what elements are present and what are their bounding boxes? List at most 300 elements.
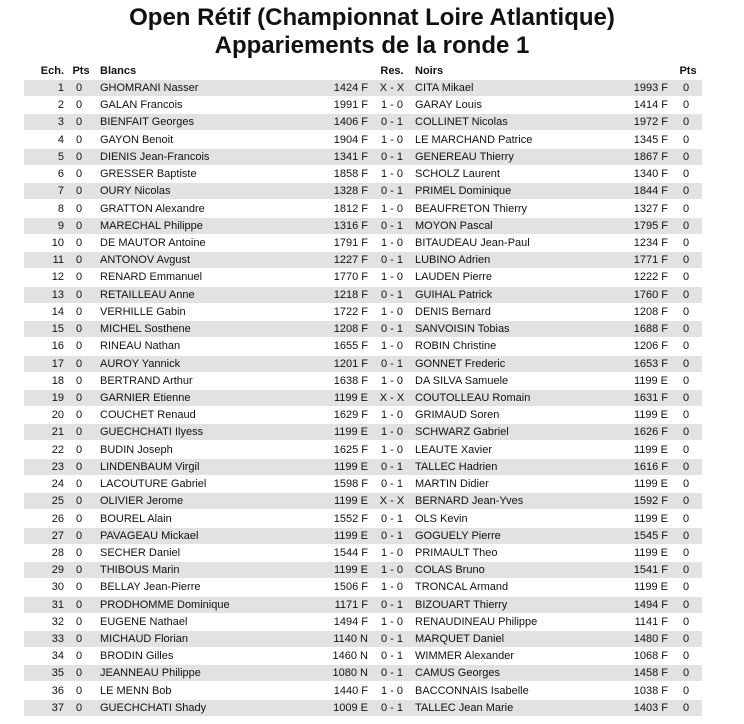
board-number: 31 xyxy=(51,598,64,611)
black-rating: 1199 E xyxy=(633,512,668,525)
white-player: BERTRAND Arthur xyxy=(100,374,193,387)
black-points: 0 xyxy=(682,219,690,232)
black-points: 0 xyxy=(682,254,690,267)
white-points: 0 xyxy=(75,271,83,284)
board-number: 36 xyxy=(51,684,64,697)
black-player: LAUDEN Pierre xyxy=(415,271,493,284)
black-rating: 1199 E xyxy=(633,478,668,491)
black-rating: 1199 E xyxy=(633,374,668,387)
board-number: 22 xyxy=(51,443,64,456)
black-points: 0 xyxy=(682,168,690,181)
table-row xyxy=(24,424,702,440)
white-rating: 1328 F xyxy=(333,185,368,198)
result: 0 - 1 xyxy=(380,185,403,198)
table-row xyxy=(24,321,702,337)
board-number: 29 xyxy=(51,564,64,577)
result: 1 - 0 xyxy=(380,202,403,215)
black-rating: 1199 E xyxy=(633,443,668,456)
table-row xyxy=(24,252,702,268)
result: 0 - 1 xyxy=(380,667,403,680)
white-points: 0 xyxy=(75,478,83,491)
result: 1 - 0 xyxy=(380,409,403,422)
black-rating: 1199 E xyxy=(633,581,668,594)
black-player: MARQUET Daniel xyxy=(415,633,505,646)
black-player: SCHOLZ Laurent xyxy=(415,168,500,181)
black-points: 0 xyxy=(682,460,690,473)
black-rating: 1141 F xyxy=(634,615,668,628)
black-rating: 1038 F xyxy=(633,684,668,697)
white-rating: 1494 F xyxy=(333,615,368,628)
table-row xyxy=(24,511,702,527)
table-row xyxy=(24,338,702,354)
black-points: 0 xyxy=(682,581,690,594)
black-player: DENIS Bernard xyxy=(415,305,491,318)
result: 0 - 1 xyxy=(380,219,403,232)
result: 1 - 0 xyxy=(380,305,403,318)
white-rating: 1199 E xyxy=(333,460,368,473)
black-player: BIZOUART Thierry xyxy=(415,598,508,611)
black-rating: 1844 F xyxy=(633,185,668,198)
header-pts-black: Pts xyxy=(679,65,697,77)
black-points: 0 xyxy=(682,701,690,714)
white-points: 0 xyxy=(75,116,83,129)
white-points: 0 xyxy=(75,409,83,422)
black-points: 0 xyxy=(682,374,690,387)
board-number: 9 xyxy=(57,219,64,232)
board-number: 5 xyxy=(57,150,64,163)
white-rating: 1080 N xyxy=(332,667,368,680)
black-rating: 1199 E xyxy=(633,409,668,422)
result: 0 - 1 xyxy=(380,288,403,301)
white-player: GALAN Francois xyxy=(100,99,183,112)
black-points: 0 xyxy=(682,633,690,646)
board-number: 4 xyxy=(57,133,64,146)
white-rating: 1199 E xyxy=(333,564,368,577)
black-rating: 1592 F xyxy=(633,495,668,508)
white-rating: 1140 N xyxy=(333,633,368,646)
white-player: LACOUTURE Gabriel xyxy=(100,478,207,491)
board-number: 34 xyxy=(51,650,64,663)
board-number: 16 xyxy=(51,340,64,353)
white-points: 0 xyxy=(75,185,83,198)
black-rating: 1068 F xyxy=(633,650,668,663)
white-rating: 1218 F xyxy=(333,288,368,301)
table-row xyxy=(24,528,702,544)
black-rating: 1631 F xyxy=(633,391,668,404)
result: X - X xyxy=(379,495,405,508)
black-points: 0 xyxy=(682,116,690,129)
table-row xyxy=(24,304,702,320)
result: 0 - 1 xyxy=(380,357,403,370)
table-row xyxy=(24,218,702,234)
result: 0 - 1 xyxy=(380,701,403,714)
table-row xyxy=(24,459,702,475)
white-points: 0 xyxy=(75,615,83,628)
white-player: RINEAU Nathan xyxy=(100,340,181,353)
table-row xyxy=(24,442,702,458)
board-number: 19 xyxy=(51,391,64,404)
table-row xyxy=(24,80,702,96)
white-points: 0 xyxy=(75,546,83,559)
white-rating: 1791 F xyxy=(333,236,368,249)
black-rating: 1208 F xyxy=(633,305,668,318)
black-rating: 1234 F xyxy=(633,236,668,249)
white-points: 0 xyxy=(75,150,83,163)
white-rating: 1812 F xyxy=(333,202,368,215)
black-player: PRIMEL Dominique xyxy=(415,185,512,198)
black-player: GOGUELY Pierre xyxy=(415,529,501,542)
result: 0 - 1 xyxy=(380,512,403,525)
table-row xyxy=(24,562,702,578)
result: 0 - 1 xyxy=(380,254,403,267)
table-row xyxy=(24,166,702,182)
white-points: 0 xyxy=(75,564,83,577)
black-player: GARAY Louis xyxy=(415,99,482,112)
black-player: BEAUFRETON Thierry xyxy=(415,202,528,215)
table-header xyxy=(0,63,744,79)
white-player: GRATTON Alexandre xyxy=(100,202,205,215)
black-player: BERNARD Jean-Yves xyxy=(415,495,524,508)
white-player: GUECHCHATI Shady xyxy=(100,701,207,714)
black-player: GUIHAL Patrick xyxy=(415,288,493,301)
white-player: AUROY Yannick xyxy=(100,357,181,370)
black-player: COLAS Bruno xyxy=(415,564,485,577)
white-rating: 1629 F xyxy=(333,409,368,422)
table-row xyxy=(24,407,702,423)
black-points: 0 xyxy=(682,323,690,336)
black-player: GENEREAU Thierry xyxy=(415,150,514,163)
black-rating: 1760 F xyxy=(633,288,668,301)
board-number: 35 xyxy=(51,667,64,680)
black-player: TALLEC Jean Marie xyxy=(415,701,514,714)
white-player: BRODIN Gilles xyxy=(100,650,174,663)
white-rating: 1598 F xyxy=(333,478,368,491)
white-points: 0 xyxy=(75,684,83,697)
white-rating: 1208 F xyxy=(333,323,368,336)
board-number: 37 xyxy=(51,701,64,714)
result: 1 - 0 xyxy=(380,564,403,577)
white-player: EUGENE Nathael xyxy=(100,615,188,628)
table-row xyxy=(24,614,702,630)
board-number: 13 xyxy=(51,288,64,301)
white-player: OURY Nicolas xyxy=(100,185,171,198)
board-number: 15 xyxy=(51,323,64,336)
white-player: ANTONOV Avgust xyxy=(100,254,191,267)
white-points: 0 xyxy=(75,82,83,94)
board-number: 6 xyxy=(57,168,64,181)
board-number: 2 xyxy=(57,99,64,112)
table-row xyxy=(24,373,702,389)
black-rating: 1993 F xyxy=(633,82,668,94)
white-points: 0 xyxy=(75,202,83,215)
white-points: 0 xyxy=(75,288,83,301)
white-player: MICHEL Sosthene xyxy=(100,323,191,336)
black-rating: 1206 F xyxy=(633,340,668,353)
white-player: LINDENBAUM Virgil xyxy=(100,460,200,473)
white-points: 0 xyxy=(75,219,83,232)
white-points: 0 xyxy=(75,598,83,611)
black-points: 0 xyxy=(682,478,690,491)
result: 1 - 0 xyxy=(380,684,403,697)
black-player: LE MARCHAND Patrice xyxy=(415,133,533,146)
white-player: OLIVIER Jerome xyxy=(100,495,184,508)
white-player: GARNIER Etienne xyxy=(100,391,191,404)
black-player: MARTIN Didier xyxy=(415,478,489,491)
result: 0 - 1 xyxy=(380,116,403,129)
board-number: 33 xyxy=(51,633,64,646)
table-row xyxy=(24,287,702,303)
header-black: Noirs xyxy=(415,65,444,77)
result: 1 - 0 xyxy=(380,615,403,628)
header-white: Blancs xyxy=(100,65,137,77)
black-points: 0 xyxy=(682,443,690,456)
result: 1 - 0 xyxy=(380,546,403,559)
black-rating: 1688 F xyxy=(633,323,668,336)
white-player: MICHAUD Florian xyxy=(100,633,189,646)
black-player: TALLEC Hadrien xyxy=(415,460,498,473)
black-points: 0 xyxy=(682,271,690,284)
black-player: MOYON Pascal xyxy=(415,219,493,232)
black-player: BACCONNAIS Isabelle xyxy=(415,684,529,697)
black-player: ROBIN Christine xyxy=(415,340,497,353)
white-points: 0 xyxy=(75,460,83,473)
white-rating: 1638 F xyxy=(333,374,368,387)
white-player: BELLAY Jean-Pierre xyxy=(100,581,201,594)
result: X - X xyxy=(379,391,405,404)
white-points: 0 xyxy=(75,529,83,542)
white-rating: 1341 F xyxy=(333,150,368,163)
black-points: 0 xyxy=(682,202,690,215)
white-rating: 1199 E xyxy=(333,529,368,542)
black-points: 0 xyxy=(682,650,690,663)
black-player: COLLINET Nicolas xyxy=(415,116,508,129)
white-points: 0 xyxy=(75,236,83,249)
table-row xyxy=(24,132,702,148)
black-rating: 1414 F xyxy=(633,99,668,112)
board-number: 8 xyxy=(57,202,64,215)
black-player: OLS Kevin xyxy=(415,512,468,525)
white-points: 0 xyxy=(75,701,83,714)
white-player: GRESSER Baptiste xyxy=(100,168,197,181)
black-points: 0 xyxy=(682,305,690,318)
white-rating: 1506 F xyxy=(333,581,368,594)
black-player: DA SILVA Samuele xyxy=(415,374,509,387)
black-points: 0 xyxy=(682,564,690,577)
board-number: 12 xyxy=(51,271,64,284)
white-points: 0 xyxy=(75,426,83,439)
result: 1 - 0 xyxy=(380,236,403,249)
result: 0 - 1 xyxy=(380,633,403,646)
white-player: BOUREL Alain xyxy=(100,512,172,525)
black-rating: 1972 F xyxy=(633,116,668,129)
white-rating: 1991 F xyxy=(333,99,368,112)
white-rating: 1201 F xyxy=(333,357,368,370)
black-points: 0 xyxy=(682,340,690,353)
header-ech: Ech. xyxy=(40,65,64,77)
white-points: 0 xyxy=(75,391,83,404)
board-number: 27 xyxy=(51,529,64,542)
white-points: 0 xyxy=(75,340,83,353)
table-row xyxy=(24,631,702,647)
black-rating: 1771 F xyxy=(633,254,668,267)
white-points: 0 xyxy=(75,357,83,370)
white-points: 0 xyxy=(75,254,83,267)
table-row xyxy=(24,390,702,406)
table-row xyxy=(24,183,702,199)
black-points: 0 xyxy=(682,357,690,370)
black-points: 0 xyxy=(682,615,690,628)
black-points: 0 xyxy=(682,495,690,508)
page-title: Open Rétif (Championnat Loire Atlantique) xyxy=(129,4,615,31)
table-row xyxy=(24,648,702,664)
header-res: Res. xyxy=(380,65,404,77)
white-player: PRODHOMME Dominique xyxy=(100,598,230,611)
result: 0 - 1 xyxy=(380,150,403,163)
table-row xyxy=(24,97,702,113)
white-player: MARECHAL Philippe xyxy=(100,219,203,232)
white-player: DIENIS Jean-Francois xyxy=(100,150,210,163)
black-points: 0 xyxy=(682,529,690,542)
table-row xyxy=(24,683,702,699)
table-row xyxy=(24,149,702,165)
black-points: 0 xyxy=(682,288,690,301)
white-points: 0 xyxy=(75,512,83,525)
table-row xyxy=(24,493,702,509)
black-player: PRIMAULT Theo xyxy=(415,546,498,559)
black-points: 0 xyxy=(682,82,690,94)
white-player: BUDIN Joseph xyxy=(100,443,173,456)
white-points: 0 xyxy=(75,99,83,112)
table-row xyxy=(24,545,702,561)
white-player: GHOMRANI Nasser xyxy=(100,82,199,94)
black-points: 0 xyxy=(682,684,690,697)
result: 1 - 0 xyxy=(380,340,403,353)
white-rating: 1199 E xyxy=(333,495,368,508)
white-rating: 1858 F xyxy=(333,168,368,181)
black-rating: 1795 F xyxy=(633,219,668,232)
result: 0 - 1 xyxy=(380,650,403,663)
white-points: 0 xyxy=(75,495,83,508)
board-number: 21 xyxy=(51,426,64,439)
white-rating: 1770 F xyxy=(333,271,368,284)
black-player: RENAUDINEAU Philippe xyxy=(415,615,538,628)
table-row xyxy=(24,269,702,285)
black-points: 0 xyxy=(682,512,690,525)
black-points: 0 xyxy=(682,409,690,422)
black-points: 0 xyxy=(682,391,690,404)
white-rating: 1316 F xyxy=(333,219,368,232)
board-number: 24 xyxy=(51,478,64,491)
white-points: 0 xyxy=(75,667,83,680)
black-rating: 1340 F xyxy=(633,168,668,181)
white-player: RENARD Emmanuel xyxy=(100,271,203,284)
black-player: SCHWARZ Gabriel xyxy=(415,426,509,439)
table-row xyxy=(24,700,702,716)
white-points: 0 xyxy=(75,133,83,146)
table-row xyxy=(24,597,702,613)
black-rating: 1199 E xyxy=(633,546,668,559)
black-rating: 1541 F xyxy=(633,564,668,577)
table-row xyxy=(24,114,702,130)
board-number: 28 xyxy=(51,546,64,559)
board-number: 3 xyxy=(57,116,64,129)
white-player: VERHILLE Gabin xyxy=(100,305,186,318)
result: 1 - 0 xyxy=(380,168,403,181)
white-rating: 1722 F xyxy=(333,305,368,318)
result: 1 - 0 xyxy=(380,443,403,456)
white-rating: 1904 F xyxy=(333,133,368,146)
black-points: 0 xyxy=(682,185,690,198)
result: 1 - 0 xyxy=(380,374,403,387)
board-number: 26 xyxy=(51,512,64,525)
black-rating: 1616 F xyxy=(633,460,668,473)
black-rating: 1222 F xyxy=(633,271,668,284)
black-rating: 1545 F xyxy=(633,529,668,542)
black-points: 0 xyxy=(682,236,690,249)
black-points: 0 xyxy=(682,598,690,611)
white-rating: 1625 F xyxy=(333,443,368,456)
white-player: SECHER Daniel xyxy=(100,546,181,559)
white-player: GUECHCHATI Ilyess xyxy=(100,426,204,439)
black-points: 0 xyxy=(682,99,690,112)
white-rating: 1227 F xyxy=(333,254,368,267)
header-pts-white: Pts xyxy=(72,65,90,77)
board-number: 10 xyxy=(51,236,64,249)
white-player: PAVAGEAU Mickael xyxy=(100,529,199,542)
table-row xyxy=(24,356,702,372)
black-player: CITA Mikael xyxy=(415,82,474,94)
result: 0 - 1 xyxy=(380,478,403,491)
board-number: 30 xyxy=(51,581,64,594)
white-player: RETAILLEAU Anne xyxy=(100,288,195,301)
board-number: 25 xyxy=(51,495,64,508)
black-points: 0 xyxy=(682,150,690,163)
result: X - X xyxy=(379,82,405,94)
white-player: GAYON Benoit xyxy=(100,133,174,146)
white-rating: 1406 F xyxy=(333,116,368,129)
white-player: COUCHET Renaud xyxy=(100,409,196,422)
result: 0 - 1 xyxy=(380,323,403,336)
black-rating: 1867 F xyxy=(633,150,668,163)
white-points: 0 xyxy=(75,581,83,594)
board-number: 32 xyxy=(51,615,64,628)
white-rating: 1655 F xyxy=(333,340,368,353)
white-points: 0 xyxy=(75,633,83,646)
black-player: GONNET Frederic xyxy=(415,357,506,370)
board-number: 23 xyxy=(51,460,64,473)
white-points: 0 xyxy=(75,168,83,181)
table-row xyxy=(24,579,702,595)
page-subtitle: Appariements de la ronde 1 xyxy=(214,32,530,59)
white-player: LE MENN Bob xyxy=(100,684,172,697)
white-player: THIBOUS Marin xyxy=(100,564,180,577)
board-number: 1 xyxy=(57,82,64,94)
black-rating: 1626 F xyxy=(633,426,668,439)
board-number: 7 xyxy=(57,185,64,198)
white-rating: 1171 F xyxy=(334,598,368,611)
black-rating: 1327 F xyxy=(633,202,668,215)
board-number: 11 xyxy=(52,254,64,267)
white-points: 0 xyxy=(75,323,83,336)
result: 1 - 0 xyxy=(380,99,403,112)
black-player: BITAUDEAU Jean-Paul xyxy=(415,236,530,249)
board-number: 20 xyxy=(51,409,64,422)
result: 0 - 1 xyxy=(380,598,403,611)
result: 1 - 0 xyxy=(380,426,403,439)
white-rating: 1440 F xyxy=(333,684,368,697)
black-player: LUBINO Adrien xyxy=(415,254,491,267)
white-rating: 1552 F xyxy=(333,512,368,525)
